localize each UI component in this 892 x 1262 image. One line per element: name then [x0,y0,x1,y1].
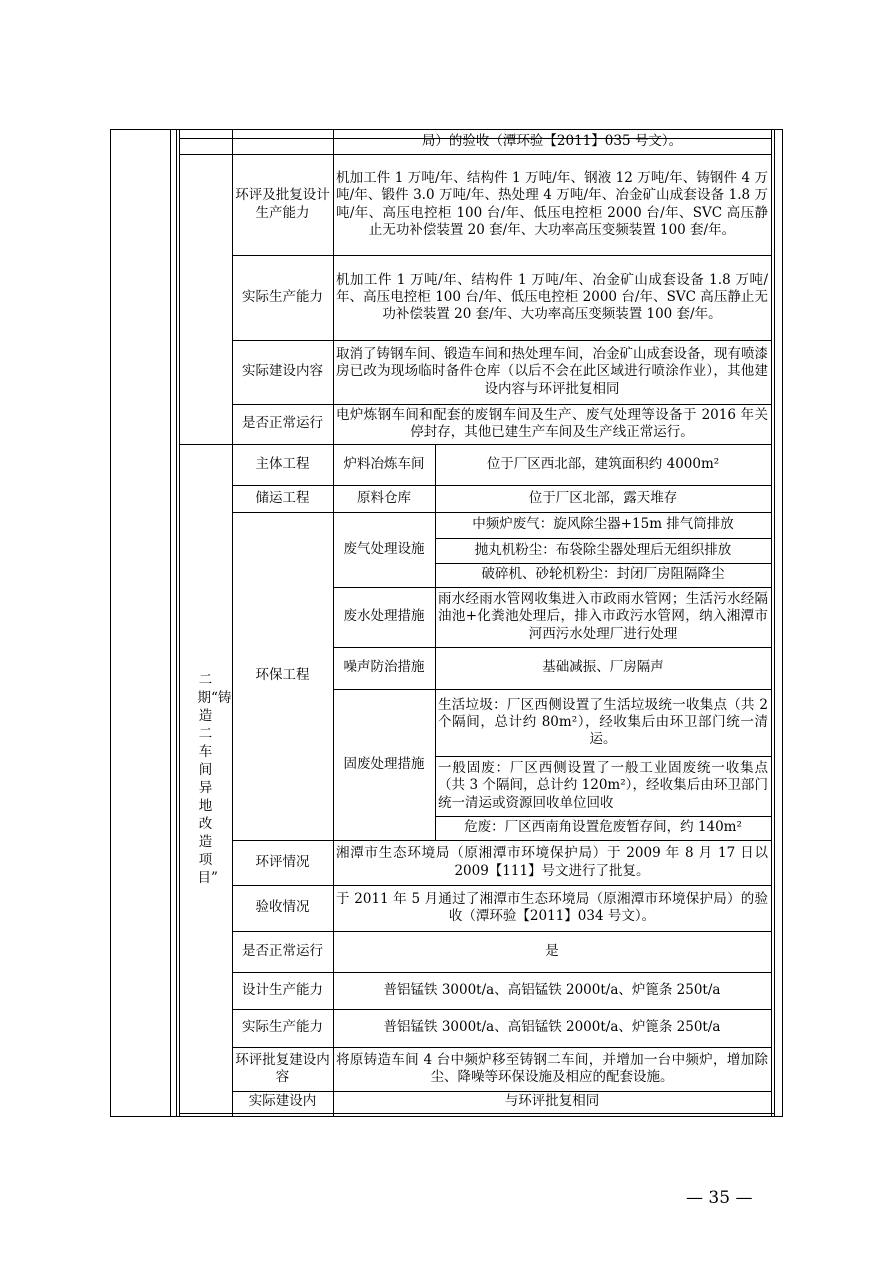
p1-normal-operation-label: 是否正常运行 [242,415,323,432]
p2-main-project-label: 主体工程 [255,455,310,472]
p1-actual-capacity-label: 实际生产能力 [242,288,323,305]
p2-storage-value: 位于厂区北部，露天堆存 [528,489,678,506]
p2-actual-capacity-value: 普铝锰铁 3000t/a、高铝锰铁 2000t/a、炉篦条 250t/a [383,1019,721,1036]
p2-acceptance-value: 于 2011 年 5 月通过了湘潭市生态环境局（原湘潭市环境保护局）的验收（潭环验【2011】034 号文）。 [336,890,768,924]
p2-gas-item: 中频炉废气：旋风除尘器+15m 排气筒排放 [472,516,734,533]
project-info-table [110,129,783,1117]
p2-solid-item: 危废：厂区西南角设置危废暂存间，约 140m² [464,819,742,836]
p1-actual-construction-value: 取消了铸钢车间、锻造车间和热处理车间，冶金矿山成套设备，现有喷漆房已改为现场临时备件仓库（以后不会在此区域进行喷涂作业），其他建设内容与环评批复相同 [336,346,768,397]
p2-noise-label: 噪声防治措施 [343,659,425,676]
p2-acceptance-label: 验收情况 [255,899,310,916]
p2-actual-content-value: 与环评批复相同 [504,1093,600,1110]
p2-normal-operation-value: 是 [545,942,559,959]
p1-actual-construction-label: 实际建设内容 [242,363,323,380]
p2-normal-operation-label: 是否正常运行 [242,942,323,959]
p2-project-name: 二期“铸造二车间异地改造项目” [197,671,232,886]
p2-design-capacity-value: 普铝锰铁 3000t/a、高铝锰铁 2000t/a、炉篦条 250t/a [383,981,721,998]
p2-gas-item: 破碎机、砂轮机粉尘：封闭厂房阻隔降尘 [481,566,725,583]
p2-eia-label: 环评情况 [255,853,310,870]
p2-solid-item: 一般固废：厂区西侧设置了一般工业固废统一收集点（共 3 个隔间，总计约 120m²），经收集后由环卫部门统一清运或资源回收单位回收 [438,760,768,811]
p1-actual-capacity-value: 机加工件 1 万吨/年、结构件 1 万吨/年、冶金矿山成套设备 1.8 万吨/年、高压电控柜 100 台/年、低压电控柜 2000 台/年、SVC 高压静止无功补偿装置 20 套/年、大功率高压变频装置 100 套/年。 [336,271,768,323]
prev-acceptance-tail: 局）的验收（潭环验【2011】035 号文）。 [421,132,683,149]
p2-gas-item: 抛丸机粉尘：布袋除尘器处理后无组织排放 [474,541,732,558]
p2-approved-content-label: 环评批复建设内容 [235,1051,330,1085]
p2-main-project-value: 位于厂区西北部，建筑面积约 4000m² [486,455,720,472]
p2-gas-label: 废气处理设施 [343,540,425,557]
p1-design-capacity-value: 机加工件 1 万吨/年、结构件 1 万吨/年、钢液 12 万吨/年、铸钢件 4 万吨/年、锻件 3.0 万吨/年、热处理 4 万吨/年、冶金矿山成套设备 1.8 万吨/年、高压电控柜 100 台/年、低压电控柜 2000 台/年、SVC 高压静止无功补偿装置 20 套/年、大功率高压变频装置 100 套/年。 [336,170,768,238]
p2-approved-content-value: 将原铸造车间 4 台中频炉移至铸钢二车间，并增加一台中频炉，增加除尘、降噪等环保设施及相应的配套设施。 [336,1051,768,1085]
p2-water-label: 废水处理措施 [343,608,425,625]
p2-design-capacity-label: 设计生产能力 [242,981,323,998]
p2-solid-item: 生活垃圾：厂区西侧设置了生活垃圾统一收集点（共 2 个隔间，总计约 80m²），经收集后由环卫部门统一清运。 [438,696,768,748]
p2-env-label: 环保工程 [255,667,310,684]
p2-actual-capacity-label: 实际生产能力 [242,1019,323,1036]
p2-actual-content-label: 实际建设内 [248,1093,317,1110]
p1-design-capacity-label: 环评及批复设计生产能力 [235,187,330,221]
p2-noise-value: 基础减振、厂房隔声 [542,659,664,676]
p2-main-project-sub: 炉料冶炼车间 [343,455,425,472]
p2-eia-value: 湘潭市生态环境局（原湘潭市环境保护局）于 2009 年 8 月 17 日以 2009【111】号文进行了批复。 [336,845,768,879]
p2-water-value: 雨水经雨水管网收集进入市政雨水管网；生活污水经隔油池+化粪池处理后，排入市政污水管网，纳入湘潭市河西污水处理厂进行处理 [438,591,768,642]
page-number: — 35 — [686,1188,753,1208]
p1-normal-operation-value: 电炉炼钢车间和配套的废钢车间及生产、废气处理等设备于 2016 年关停封存，其他已建生产车间及生产线正常运行。 [336,406,768,440]
p2-storage-label: 储运工程 [255,489,310,506]
p2-solid-label: 固废处理措施 [343,755,425,772]
p2-storage-sub: 原料仓库 [357,489,411,506]
